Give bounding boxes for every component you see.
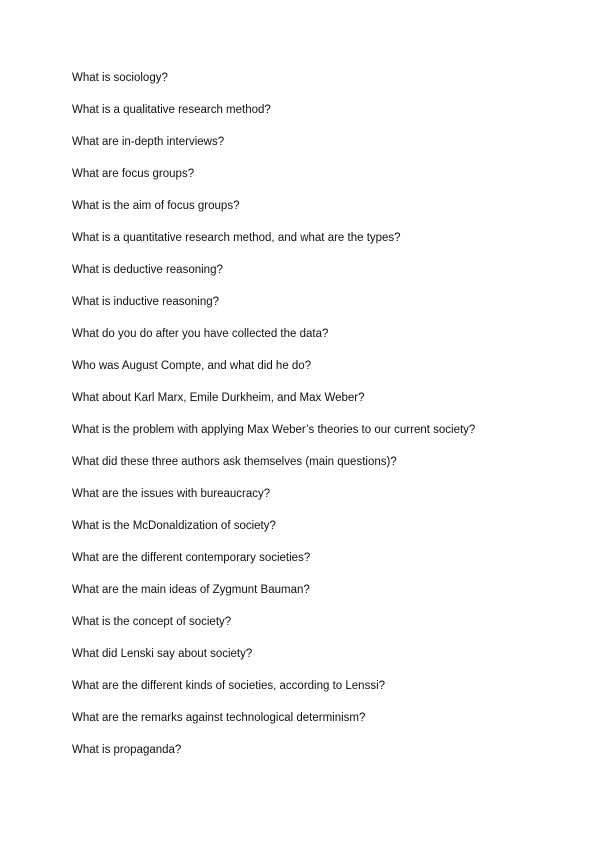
question-item: What is a quantitative research method, and what are the types? [72, 232, 401, 244]
question-item: What are the different kinds of societies, according to Lenssi? [72, 680, 386, 692]
question-item: What are focus groups? [72, 168, 195, 180]
question-item: What do you do after you have collected the data? [72, 328, 329, 340]
question-item: What is the aim of focus groups? [72, 200, 240, 212]
question-item: What is a qualitative research method? [72, 104, 271, 116]
question-item: What is propaganda? [72, 744, 182, 756]
question-item: What are the remarks against technological determinism? [72, 712, 366, 724]
question-item: What are the main ideas of Zygmunt Bauman? [72, 584, 310, 596]
question-item: What is inductive reasoning? [72, 296, 220, 308]
question-item: What is the McDonaldization of society? [72, 520, 276, 532]
question-item: What did Lenski say about society? [72, 648, 253, 660]
question-item: What is sociology? [72, 72, 168, 84]
question-item: What is deductive reasoning? [72, 264, 223, 276]
question-item: What are the different contemporary societies? [72, 552, 311, 564]
question-item: What did these three authors ask themselves (main questions)? [72, 456, 397, 468]
question-item: What are the issues with bureaucracy? [72, 488, 271, 500]
question-item: What are in-depth interviews? [72, 136, 225, 148]
question-item: Who was August Compte, and what did he do? [72, 360, 312, 372]
question-item: What about Karl Marx, Emile Durkheim, and Max Weber? [72, 392, 365, 404]
question-item: What is the concept of society? [72, 616, 232, 628]
question-item: What is the problem with applying Max Weber’s theories to our current society? [72, 424, 476, 436]
question-list [72, 70, 475, 774]
